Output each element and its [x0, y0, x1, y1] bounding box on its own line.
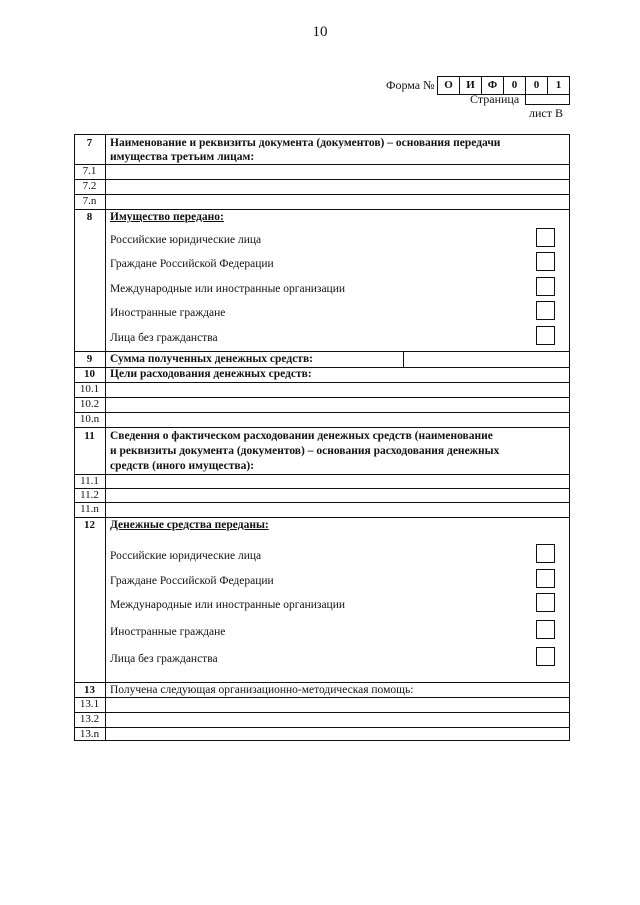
option-checkbox[interactable]	[536, 620, 555, 639]
section-title: Получена следующая организационно-методическая помощь:	[110, 684, 414, 696]
option-checkbox[interactable]	[536, 593, 555, 612]
form-code-char: 0	[526, 77, 548, 94]
section-title: Денежные средства переданы:	[110, 519, 269, 531]
option-label: Российские юридические лица	[110, 234, 262, 246]
option-label: Российские юридические лица	[110, 550, 262, 562]
row-number: 11.n	[80, 503, 99, 515]
row-divider	[74, 697, 570, 698]
section-number: 10	[84, 368, 95, 380]
row-number: 7.n	[82, 195, 97, 207]
option-checkbox[interactable]	[536, 277, 555, 296]
section-number: 11	[84, 430, 95, 442]
option-label: Лица без гражданства	[110, 332, 218, 344]
option-checkbox[interactable]	[536, 301, 555, 320]
form-code-char: 1	[555, 79, 562, 91]
section-title: Сумма полученных денежных средств:	[110, 353, 313, 365]
form-code-char: О	[438, 77, 460, 94]
row-number: 10.1	[79, 383, 100, 395]
section-number: 8	[86, 211, 93, 223]
row-number: 13.n	[79, 728, 100, 740]
row-divider	[74, 179, 570, 180]
section-title: Имущество передано:	[110, 211, 224, 223]
section-number: 12	[84, 519, 95, 531]
row-divider	[74, 474, 570, 475]
option-checkbox[interactable]	[536, 252, 555, 271]
row-number: 7.2	[82, 180, 97, 192]
option-label: Граждане Российской Федерации	[110, 258, 274, 270]
form-code-char: Ф	[482, 77, 504, 94]
row-number: 11.2	[80, 489, 99, 501]
row-number: 10.2	[79, 398, 100, 410]
sum-input[interactable]	[403, 352, 570, 367]
option-checkbox[interactable]	[536, 569, 555, 588]
option-label: Международные или иностранные организации	[110, 599, 346, 611]
row-divider	[74, 727, 570, 728]
row-number: 7.1	[82, 165, 97, 177]
page-label: Страница	[470, 92, 520, 106]
row-number: 11.1	[80, 475, 99, 487]
section-number: 13	[84, 684, 95, 696]
section-title: Наименование и реквизиты документа (документов) – основания передачи имущества третьим лицам:	[110, 137, 501, 163]
row-divider	[74, 427, 570, 428]
option-checkbox[interactable]	[536, 544, 555, 563]
section-title-line: Сведения о фактическом расходовании денежных средств (наименование	[110, 430, 493, 442]
section-title-line: средств (иного имущества):	[110, 460, 255, 472]
form-code-char: И	[460, 77, 482, 94]
row-divider	[74, 502, 570, 503]
option-label: Иностранные граждане	[110, 307, 226, 319]
row-divider	[74, 382, 570, 383]
option-label: Граждане Российской Федерации	[110, 575, 274, 587]
page-number: 10	[312, 24, 328, 40]
row-divider	[74, 194, 570, 195]
page-number-field[interactable]	[525, 90, 570, 105]
option-label: Лица без гражданства	[110, 653, 218, 665]
row-divider	[74, 712, 570, 713]
option-checkbox[interactable]	[536, 228, 555, 247]
row-divider	[74, 397, 570, 398]
form-number-label: Форма №	[386, 78, 435, 92]
row-divider	[74, 488, 570, 489]
section-number: 7	[86, 137, 93, 149]
option-label: Иностранные граждане	[110, 626, 226, 638]
column-divider	[105, 134, 106, 741]
row-number: 10.n	[79, 413, 100, 425]
sheet-label: лист В	[529, 106, 563, 120]
row-divider	[74, 412, 570, 413]
option-checkbox[interactable]	[536, 647, 555, 666]
row-number: 13.1	[79, 698, 100, 710]
option-label: Международные или иностранные организации	[110, 283, 346, 295]
row-number: 13.2	[79, 713, 100, 725]
section-title-line: и реквизиты документа (документов) – основания расходования денежных	[110, 445, 500, 457]
section-title: Цели расходования денежных средств:	[110, 368, 312, 380]
option-checkbox[interactable]	[536, 326, 555, 345]
form-code-char: 0	[504, 77, 526, 94]
row-divider	[74, 164, 570, 165]
section-number: 9	[86, 353, 93, 365]
